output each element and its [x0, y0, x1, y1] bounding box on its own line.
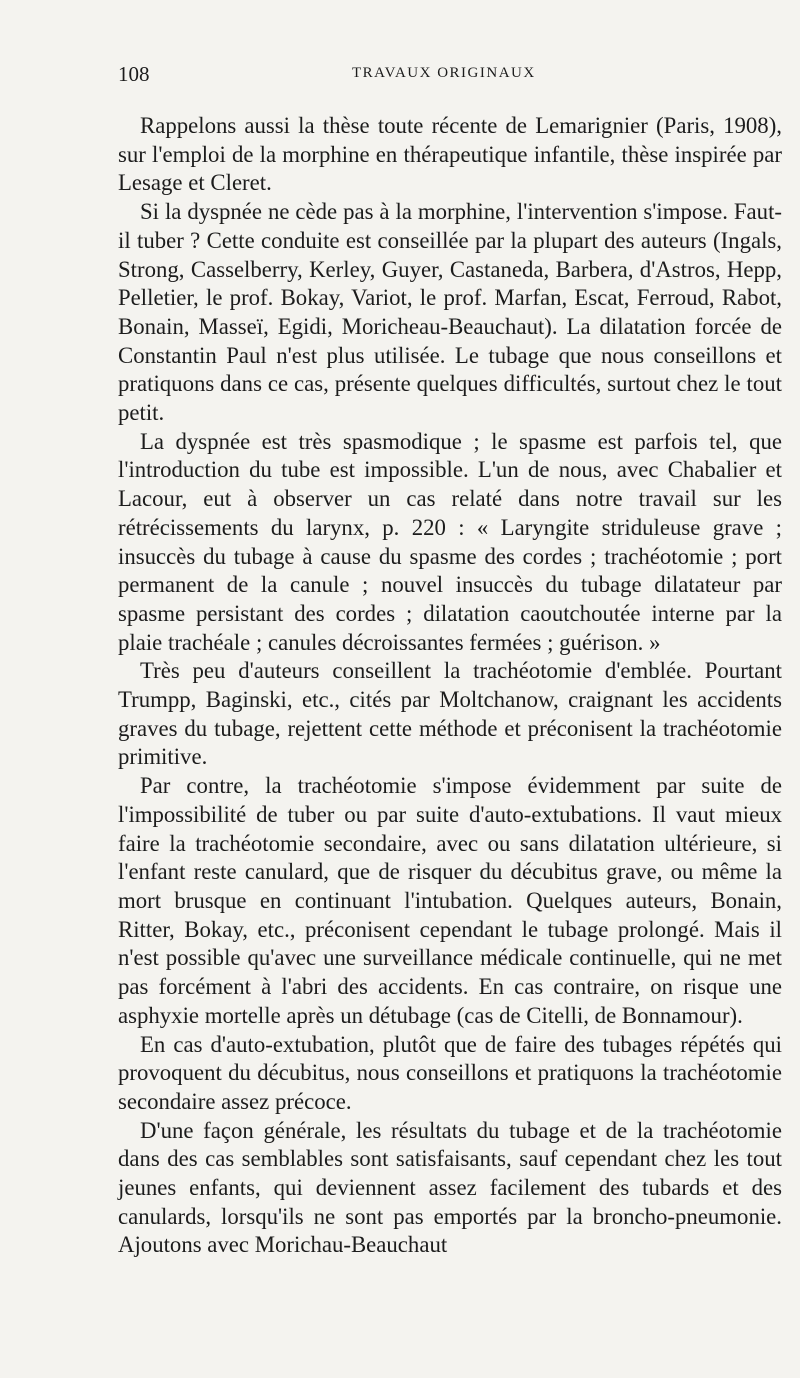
paragraph: En cas d'auto-extubation, plutôt que de faire des tubages répétés qui provoquent du décubitus, nous conseillons et pratiquons la trachéotomie secondaire assez précoce. [118, 1031, 782, 1114]
running-title: TRAVAUX ORIGINAUX [352, 65, 536, 81]
page-header [118, 62, 780, 92]
paragraph: Par contre, la trachéotomie s'impose évidemment par suite de l'impossibilité de tuber ou par suite d'auto-extubations. Il vaut mieux faire la trachéotomie secondaire, avec ou sans dilatation ultérieure, si l'enfant reste canulard, que de risquer du décubitus grave, ou même la mort brusque en continuant l'intubation. Quelques auteurs, Bonain, Ritter, Bokay, etc., préconisent cependant le tubage prolongé. Mais il n'est possible qu'avec une surveillance médicale continuelle, qui ne met pas forcément à l'abri des accidents. En cas contraire, on risque une asphyxie mortelle après un détubage (cas de Citelli, de Bonnamour). [118, 773, 782, 1028]
paragraph: Si la dyspnée ne cède pas à la morphine, l'intervention s'impose. Faut-il tuber ? Cette conduite est conseillée par la plupart des auteurs (Ingals, Strong, Casselberry, Kerley, Guyer, Castaneda, Barbera, d'Astros, Hepp, Pelletier, le prof. Bokay, Variot, le prof. Marfan, Escat, Ferroud, Rabot, Bonain, Masseï, Egidi, Moricheau-Beauchaut). La dilatation forcée de Constantin Paul n'est plus utilisée. Le tubage que nous conseillons et pratiquons dans ce cas, présente quelques difficultés, surtout chez le tout petit. [118, 199, 782, 426]
paragraph: La dyspnée est très spasmodique ; le spasme est parfois tel, que l'introduction du tube est impossible. L'un de nous, avec Chabalier et Lacour, eut à observer un cas relaté dans notre travail sur les rétrécissements du larynx, p. 220 : « Laryngite striduleuse grave ; insuccès du tubage à cause du spasme des cordes ; trachéotomie ; port permanent de la canule ; nouvel insuccès du tubage dilatateur par spasme persistant des cordes ; dilatation caoutchoutée interne par la plaie trachéale ; canules décroissantes fermées ; guérison. » [118, 428, 782, 655]
page-number: 108 [118, 62, 150, 86]
body-text [118, 112, 782, 1260]
paragraph: D'une façon générale, les résultats du tubage et de la trachéotomie dans des cas semblables sont satisfaisants, sauf cependant chez les tout jeunes enfants, qui deviennent assez facilement des tubards et des canulards, lorsqu'ils ne sont pas emportés par la broncho-pneumonie. Ajoutons avec Morichau-Beauchaut [118, 1117, 782, 1258]
paragraph: Très peu d'auteurs conseillent la trachéotomie d'emblée. Pourtant Trumpp, Baginski, etc., cités par Moltchanow, craignant les accidents graves du tubage, rejettent cette méthode et préconisent la trachéotomie primitive. [118, 658, 782, 770]
paragraph: Rappelons aussi la thèse toute récente de Lemarignier (Paris, 1908), sur l'emploi de la morphine en thérapeutique infantile, thèse inspirée par Lesage et Cleret. [118, 113, 782, 196]
